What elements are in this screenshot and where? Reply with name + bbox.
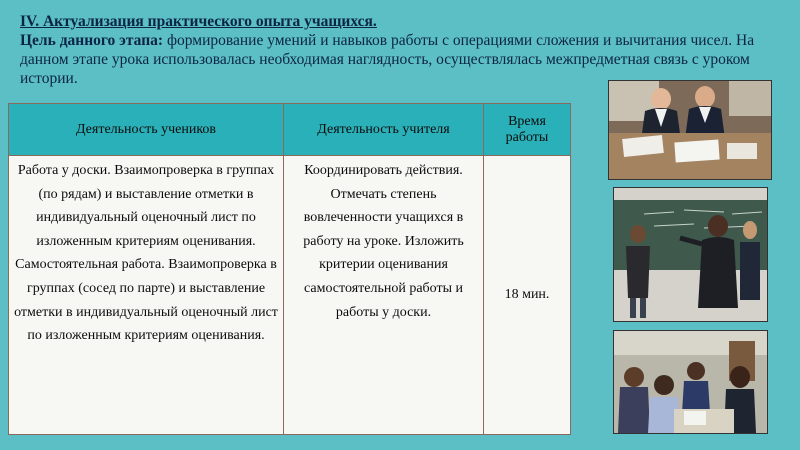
slide-header bbox=[20, 12, 780, 88]
cell-teacher: Координировать действия. Отмечать степень вовлеченности учащихся в работу на уроке. Изложить критерии оценивания самостоятельной работы и работы у доски. bbox=[284, 156, 484, 435]
table-header-row bbox=[9, 104, 571, 156]
classroom-photo-1 bbox=[608, 80, 772, 180]
table-row bbox=[9, 156, 571, 435]
header-students: Деятельность учеников bbox=[9, 104, 284, 156]
slide-title: IV. Актуализация практического опыта учащихся. bbox=[20, 13, 377, 30]
header-time: Время работы bbox=[484, 104, 571, 156]
goal-text: формирование умений и навыков работы с операциями сложения и вычитания чисел. На данном этапе урока использовалась необходимая наглядность, осуществлялась межпредметная связь с уроком истории. bbox=[20, 32, 755, 87]
cell-students: Работа у доски. Взаимопроверка в группах (по рядам) и выставление отметки в индивидуальный оценочный лист по изложенным критериям оценивания. Самостоятельная работа. Взаимопроверка в группах (сосед по парте) и выставление отметки в индивидуальный оценочный лист по изложенным критериям оценивания. bbox=[9, 156, 284, 435]
classroom-photo-3 bbox=[613, 330, 768, 434]
goal-label: Цель данного этапа: bbox=[20, 32, 164, 49]
cell-time: 18 мин. bbox=[484, 156, 571, 435]
classroom-photo-2 bbox=[613, 187, 768, 322]
activity-table bbox=[8, 103, 571, 435]
header-teacher: Деятельность учителя bbox=[284, 104, 484, 156]
